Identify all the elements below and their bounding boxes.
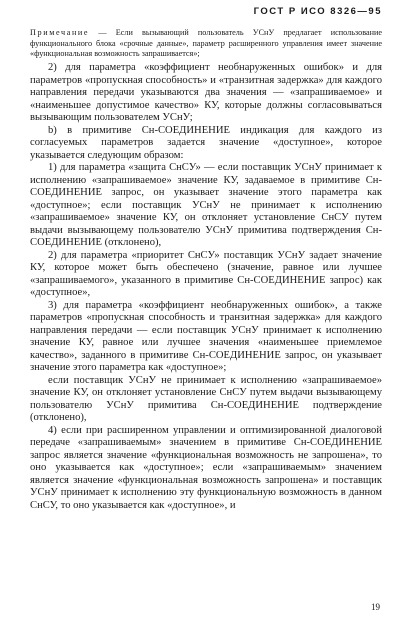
note-label: Примечание xyxy=(30,28,90,37)
paragraph-b3-cont: если поставщик УСнУ не принимает к исполнению «запрашиваемое» значение КУ, он отклоняет установление СнСУ путем выдачи вызывающему пользователю УСнУ примитива Сн-СОЕДИНЕНИЕ подтверждение (отклонено), xyxy=(30,374,382,423)
note-text: — Если вызывающий пользователь УСнУ предлагает использование функционального блока «срочные данные», параметр расширенного управления имеет значение «функциональная возможность запрашивается»; xyxy=(30,28,382,59)
page-number: 19 xyxy=(371,602,380,612)
note-block xyxy=(30,28,382,60)
paragraph-b2: 2) для параметра «приоритет СнСУ» поставщик УСнУ задает значение КУ, которое может быть обеспечено (значение, равное или лучшее «запрашиваемого», указанного в примитиве Сн-СОЕДИНЕНИЕ запрос) как «доступное», xyxy=(30,249,382,298)
paragraph-b4: 4) если при расширенном управлении и оптимизированной диалоговой передаче «запрашиваемым» значением в примитиве Сн-СОЕДИНЕНИЕ запрос является значение «функциональная возможность не запрошена», то оно указывается как «доступное»; если «запрашиваемым» значением является значение «функциональная возможность запрошена» и поставщик УСнУ принимает к исполнению эту функциональную возможность в данном СнСУ, то оно указывается как «доступное», и xyxy=(30,424,382,511)
paragraph-b3: 3) для параметра «коэффициент необнаруженных ошибок», а также параметров «пропускная способность и транзитная задержка» для каждого направления передачи — если поставщик УСнУ принимает к исполнению значение КУ, равное или лучшее значения «наименьшее приемлемое качество», заданного в примитиве Сн-СОЕДИНЕНИЕ запрос, он указывает значение этого параметра как «доступное»; xyxy=(30,299,382,373)
paragraph-b: b) в примитиве Сн-СОЕДИНЕНИЕ индикация для каждого из согласуемых параметров задается значение «доступное», которое указывается следующим образом: xyxy=(30,124,382,161)
paragraph-b1: 1) для параметра «защита СнСУ» — если поставщик УСнУ принимает к исполнению «запрашиваемое» значение КУ, задаваемое в примитиве Сн-СОЕДИНЕНИЕ запрос, он указывает значение этого параметра как «доступное»; если поставщик УСнУ не принимает к исполнению «запрашиваемое» значение КУ, он отклоняет установление СнСУ путем выдачи вызывающему пользователю УСнУ примитива подтверждения Сн-СОЕДИНЕНИЕ (отклонено), xyxy=(30,162,382,248)
body-text xyxy=(30,62,382,512)
page-header: ГОСТ Р ИСО 8326—95 xyxy=(253,6,382,17)
paragraph-2: 2) для параметра «коэффициент необнаруженных ошибок» и для параметров «пропускная способность» и «транзитная задержка» для каждого направления передачи указываются два значения — «запрашиваемое» и «наименьшее допустимое качество» КУ, которые должны согласовываться вызывающим пользователем УСнУ; xyxy=(30,62,382,123)
